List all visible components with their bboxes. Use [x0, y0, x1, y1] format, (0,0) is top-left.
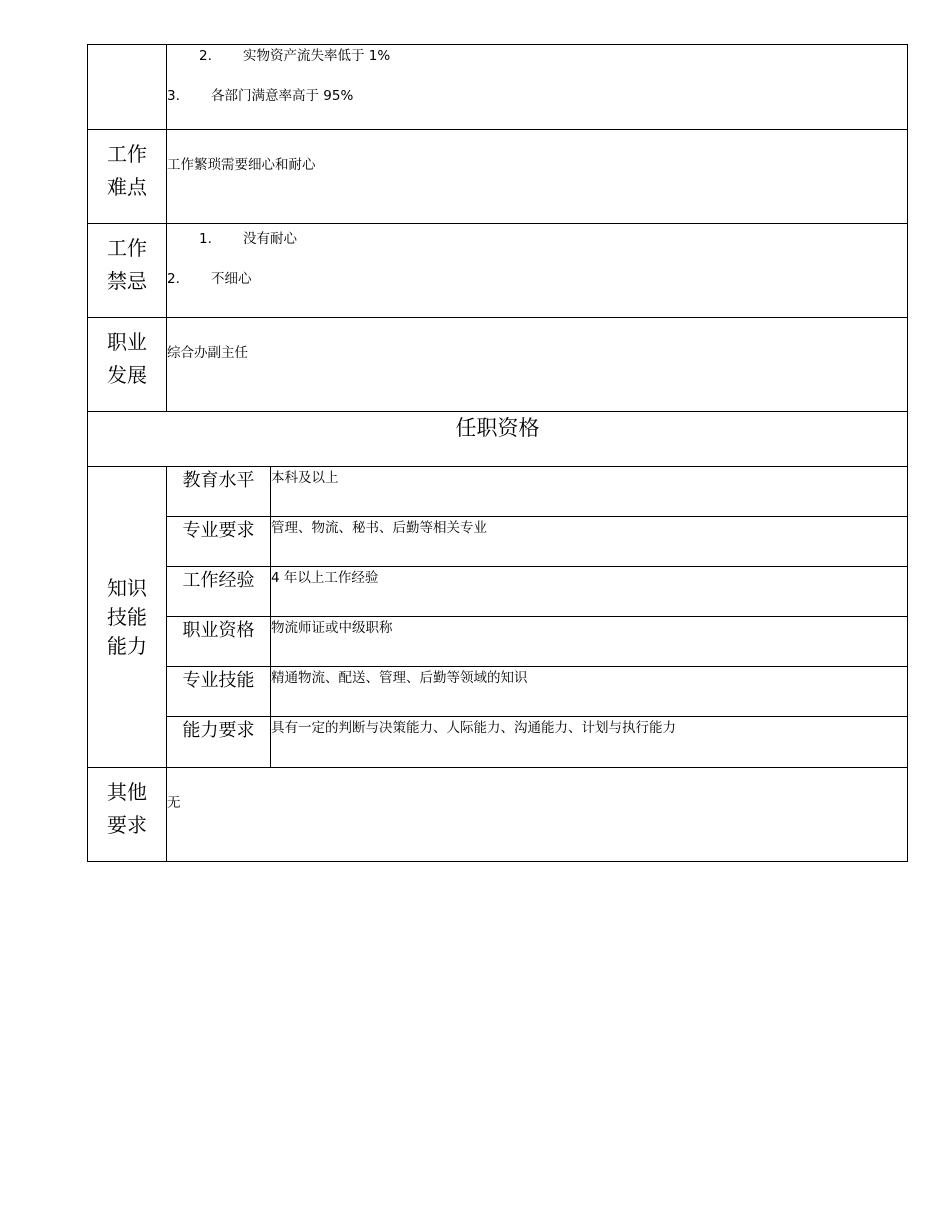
ability-label: 能力要求 [167, 717, 271, 768]
list-item-text: 各部门满意率高于 95% [211, 88, 354, 104]
education-label: 教育水平 [167, 467, 271, 517]
taboo-list-cell [167, 224, 908, 318]
ability-value: 具有一定的判断与决策能力、人际能力、沟通能力、计划与执行能力 [271, 717, 908, 768]
education-value: 本科及以上 [271, 467, 908, 517]
knowledge-row [88, 567, 908, 617]
list-item-text: 不细心 [211, 271, 252, 287]
kpi-continuation-row [88, 45, 908, 130]
list-item [167, 65, 907, 105]
difficulty-row [88, 130, 908, 224]
list-item-text: 实物资产流失率低于 1% [243, 48, 391, 64]
taboo-row [88, 224, 908, 318]
knowledge-label: 知识 技能 能力 [88, 467, 167, 768]
skills-value: 精通物流、配送、管理、后勤等领域的知识 [271, 667, 908, 717]
difficulty-label: 工作 难点 [88, 130, 167, 224]
major-value: 管理、物流、秘书、后勤等相关专业 [271, 517, 908, 567]
qualification-title-row [88, 412, 908, 467]
list-item [167, 248, 907, 288]
job-description-table [87, 44, 908, 862]
experience-value: 4 年以上工作经验 [271, 567, 908, 617]
other-row [88, 768, 908, 862]
major-label: 专业要求 [167, 517, 271, 567]
skills-label: 专业技能 [167, 667, 271, 717]
knowledge-row [88, 617, 908, 667]
career-row [88, 318, 908, 412]
list-item-number: 3. [167, 88, 180, 104]
knowledge-row [88, 667, 908, 717]
kpi-list-cell [167, 45, 908, 130]
certification-value: 物流师证或中级职称 [271, 617, 908, 667]
section-title: 任职资格 [88, 412, 908, 467]
experience-label: 工作经验 [167, 567, 271, 617]
certification-label: 职业资格 [167, 617, 271, 667]
list-item-number: 2. [199, 48, 212, 64]
empty-label-cell [88, 45, 167, 130]
other-text: 无 [167, 768, 908, 862]
knowledge-row [88, 517, 908, 567]
list-item [167, 45, 907, 65]
list-item-number: 1. [199, 231, 212, 247]
other-label: 其他 要求 [88, 768, 167, 862]
taboo-label: 工作 禁忌 [88, 224, 167, 318]
list-item-number: 2. [167, 271, 180, 287]
career-label: 职业 发展 [88, 318, 167, 412]
career-text: 综合办副主任 [167, 318, 908, 412]
list-item [167, 224, 907, 248]
list-item-text: 没有耐心 [243, 231, 297, 247]
difficulty-text: 工作繁琐需要细心和耐心 [167, 130, 908, 224]
knowledge-row [88, 717, 908, 768]
knowledge-row [88, 467, 908, 517]
